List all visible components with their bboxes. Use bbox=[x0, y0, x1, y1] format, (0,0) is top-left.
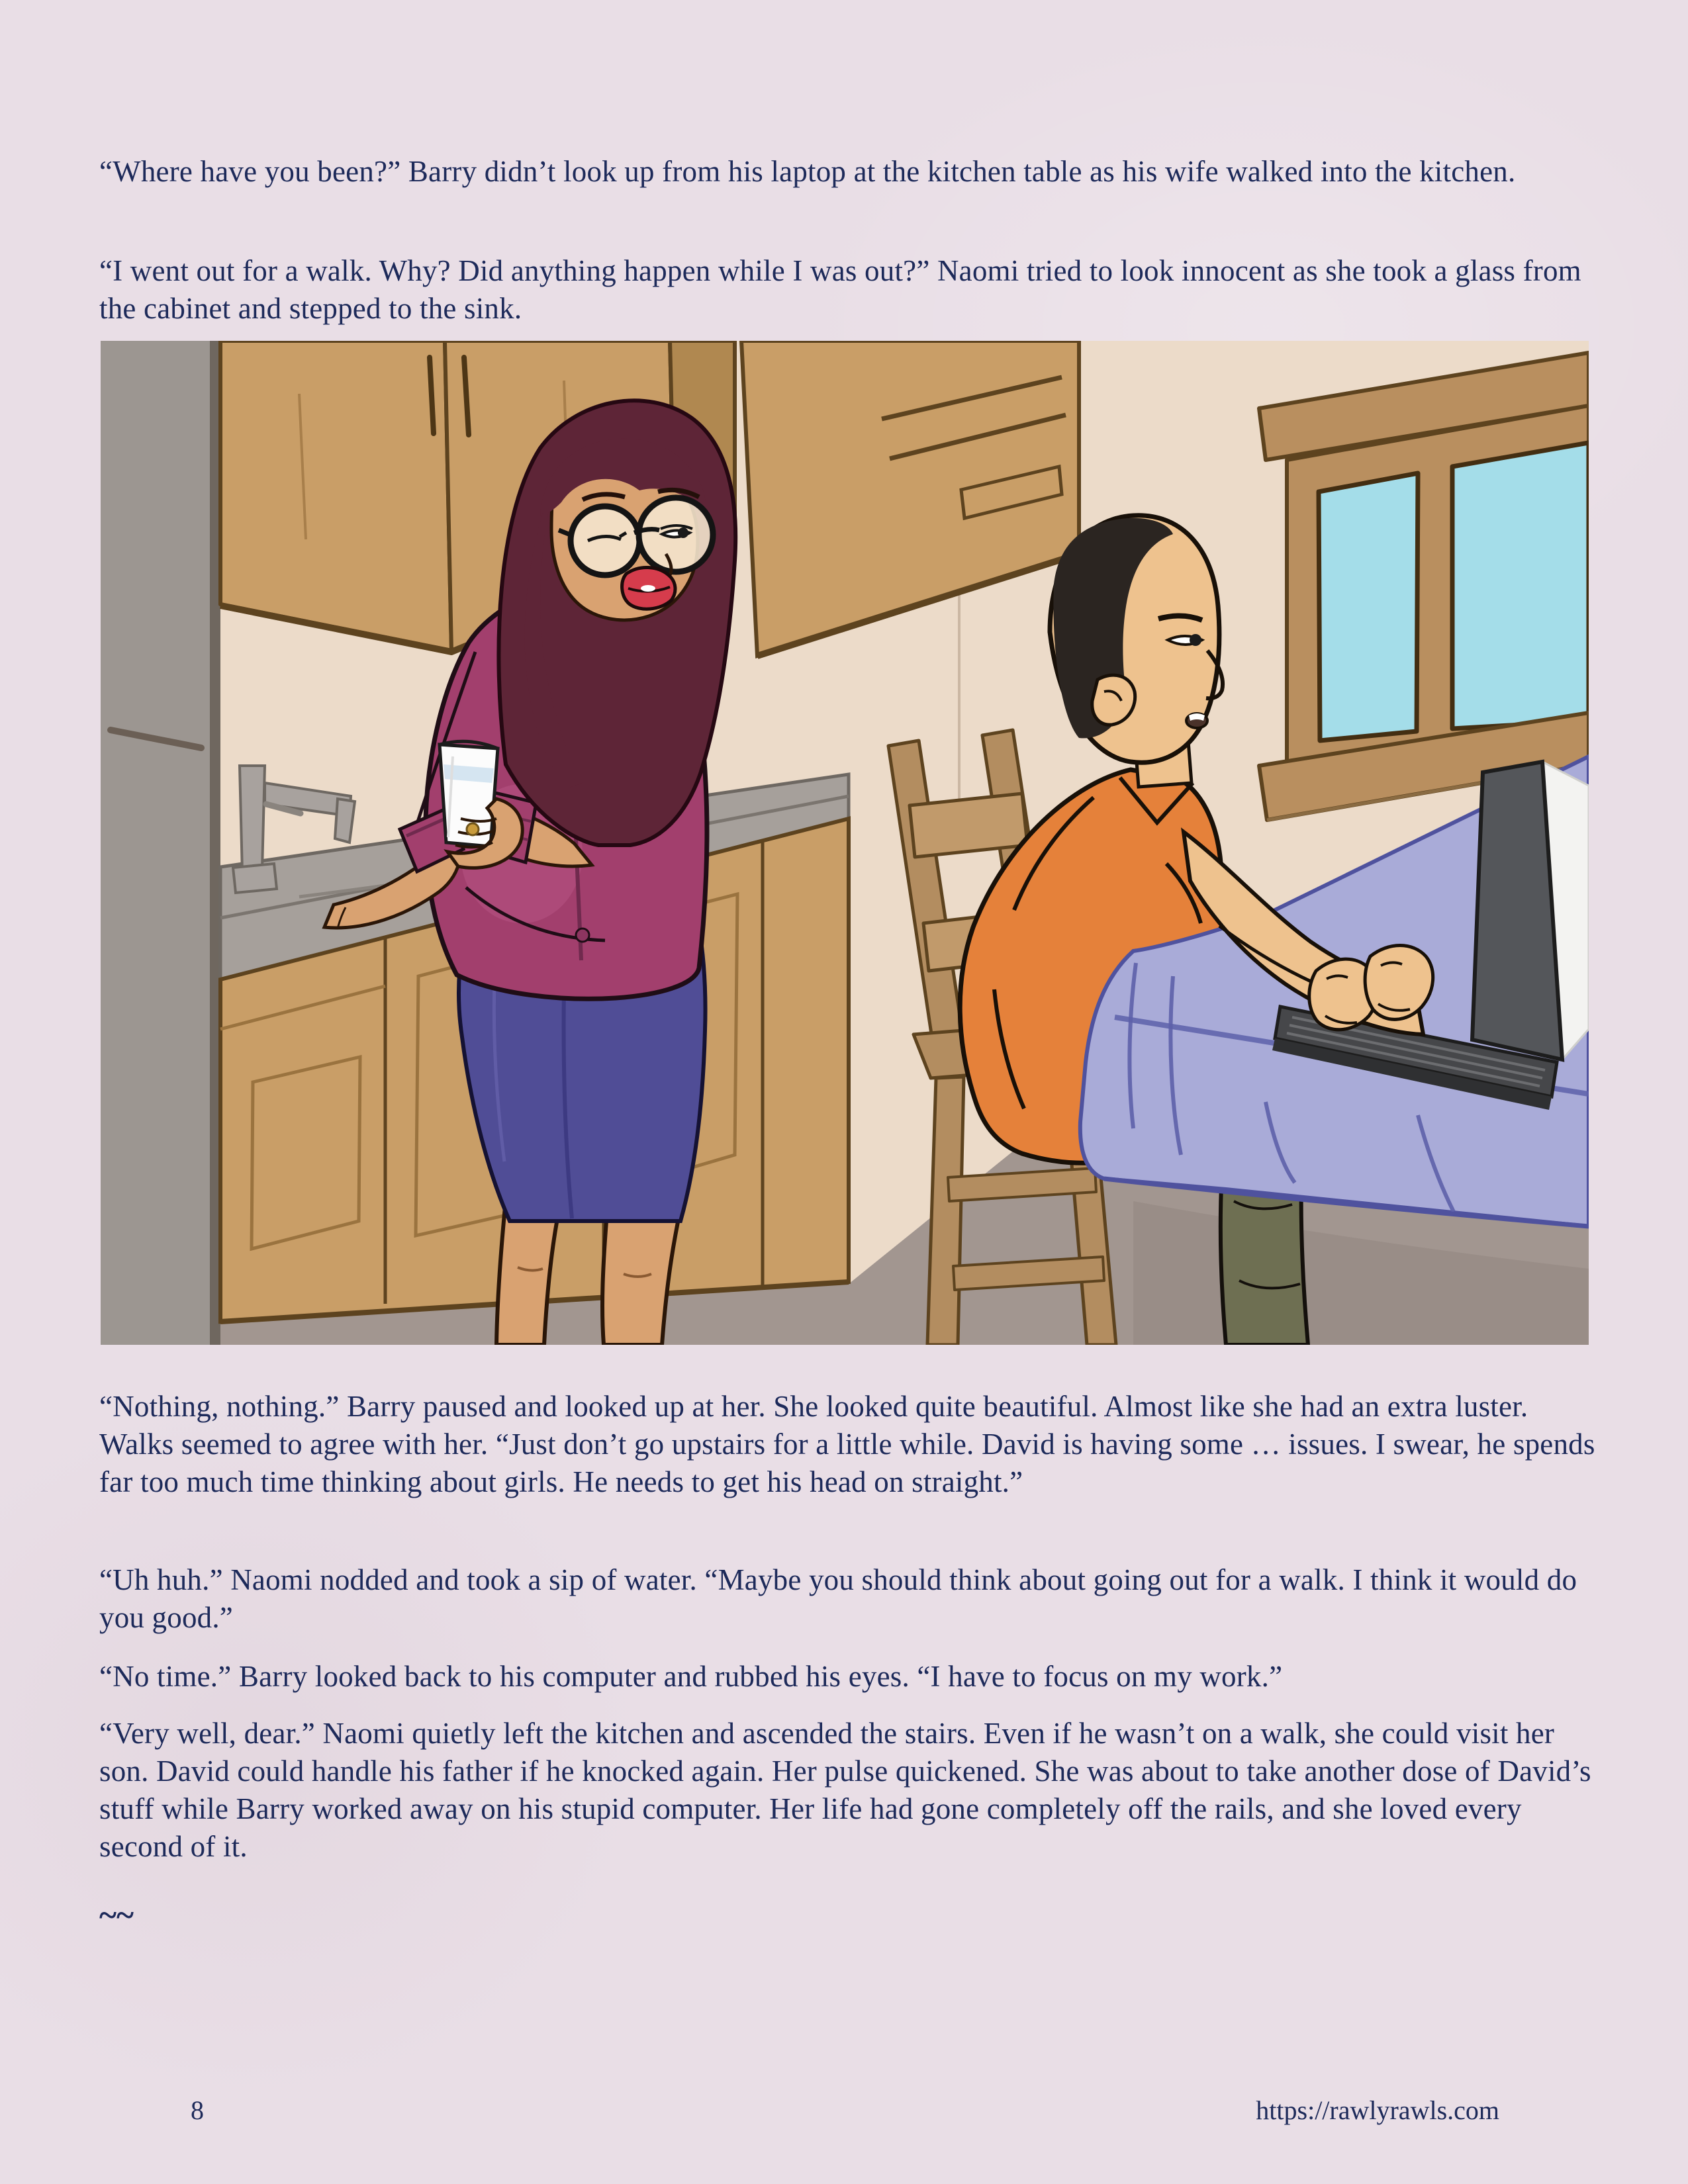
kitchen-illustration bbox=[101, 341, 1589, 1345]
story-paragraph-4: “Uh huh.” Naomi nodded and took a sip of water. “Maybe you should think about going out for a walk. I think it would do you good.” bbox=[99, 1563, 1585, 1634]
kitchen-scene-svg bbox=[101, 341, 1589, 1345]
story-paragraph-1: “Where have you been?” Barry didn’t look up from his laptop at the kitchen table as his wife walked into the kitchen. bbox=[99, 155, 1516, 188]
page-number: 8 bbox=[191, 2095, 204, 2125]
section-separator: ~~ bbox=[99, 1896, 134, 1933]
site-link[interactable]: https://rawlyrawls.com bbox=[1256, 2095, 1499, 2125]
story-paragraph-2: “I went out for a walk. Why? Did anything happen while I was out?” Naomi tried to look innocent as she took a glass from the cabinet and stepped to the sink. bbox=[99, 254, 1589, 325]
window-pane-left bbox=[1319, 473, 1418, 741]
story-paragraph-6: “Very well, dear.” Naomi quietly left the kitchen and ascended the stairs. Even if he wasn’t on a walk, she could visit her son. David could handle his father if he knocked again. Her pulse quickened. She was about to take another dose of David’s stuff while Barry worked away on his stupid computer. Her life had gone completely off the rails, and she loved every second of it. bbox=[99, 1717, 1599, 1863]
story-paragraph-5: “No time.” Barry looked back to his computer and rubbed his eyes. “I have to focus on my work.” bbox=[99, 1660, 1283, 1693]
refrigerator bbox=[101, 341, 220, 1345]
window-pane-right bbox=[1452, 443, 1589, 729]
wedding-ring bbox=[467, 823, 479, 835]
story-paragraph-3: “Nothing, nothing.” Barry paused and looked up at her. She looked quite beautiful. Almost like she had an extra luster. Walks seemed to agree with her. “Just don’t go upstairs for a little while. David is having some … issues. I swear, he spends far too much time thinking about girls. He needs to get his head on straight.” bbox=[99, 1390, 1603, 1498]
kitchen-window bbox=[1259, 353, 1589, 820]
